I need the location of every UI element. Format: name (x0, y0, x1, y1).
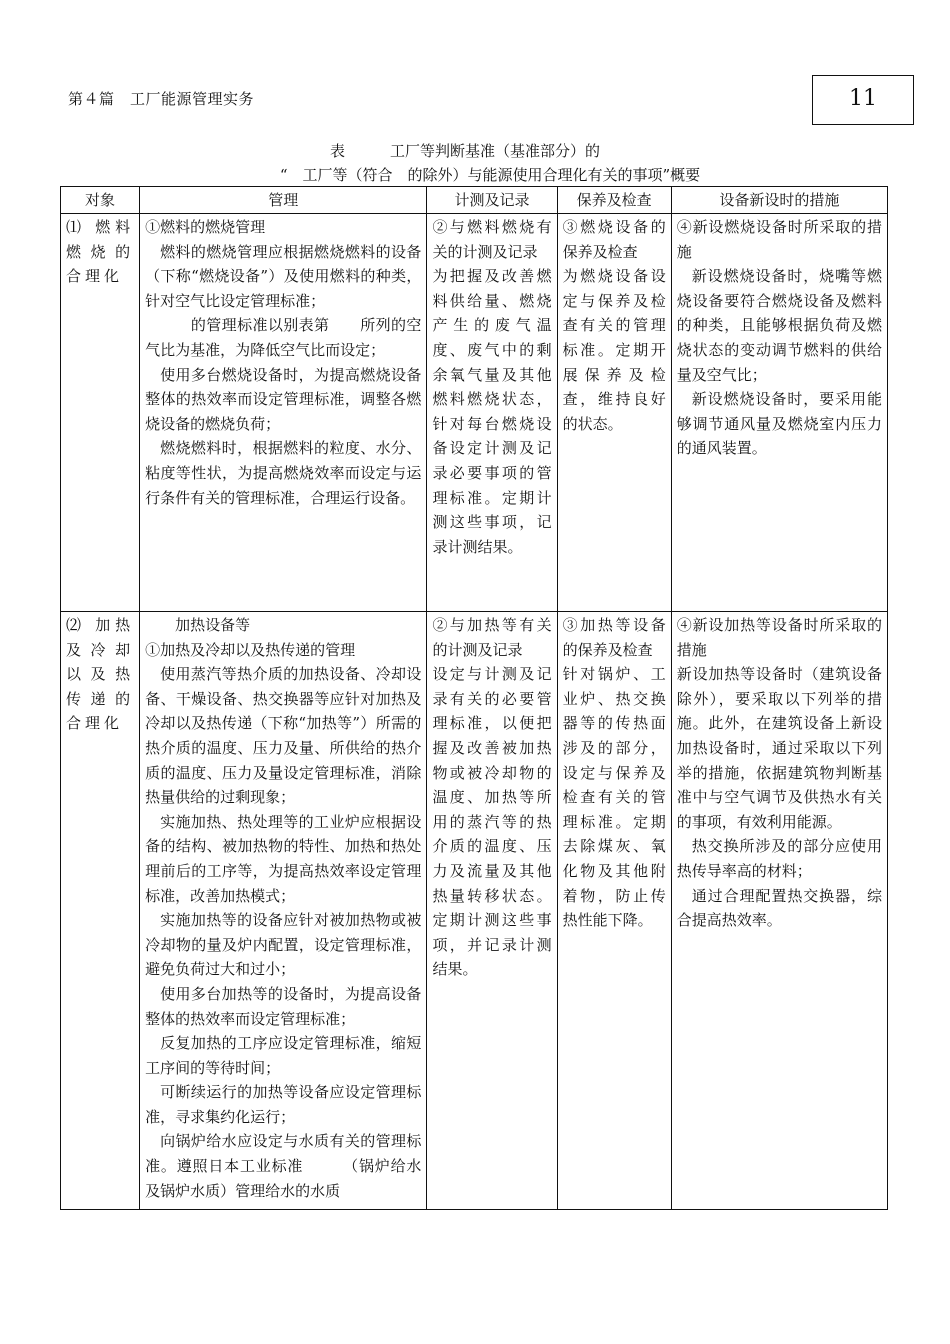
measurement-cell (427, 612, 557, 1210)
paragraph: 可断续运行的加热等设备应设定管理标准，寻求集约化运行； (145, 1083, 422, 1126)
header-object: 对象 (61, 187, 140, 214)
paragraph: 为燃烧设备设定与保养及检查有关的管理标准。定期开展保养及检查，维持良好的状态。 (562, 267, 666, 433)
new-equipment-cell (671, 612, 887, 1210)
table-title-line1: 表 工厂等判断基准（基准部分）的 (329, 142, 600, 160)
paragraph: 反复加热的工序应设定管理标准，缩短工序间的等待时间； (145, 1034, 422, 1077)
paragraph: 使用蒸汽等热介质的加热设备、冷却设备、干燥设备、热交换器等应针对加热及冷却以及热传递（下称“加热等”）所需的热介质的温度、压力及量、所供给的热介质的温度、压力及量设定管理标准，消除热量供给的过剩现象； (145, 665, 422, 807)
paragraph: ①燃料的燃烧管理 (145, 218, 266, 236)
paragraph: ②与燃料燃烧有关的计测及记录 (432, 218, 552, 261)
paragraph: 加热设备等 (145, 616, 251, 634)
header-maintenance: 保养及检查 (557, 187, 671, 214)
paragraph: ④新设燃烧设备时所采取的措施 (676, 218, 882, 261)
paragraph: 实施加热、热处理等的工业炉应根据设备的结构、被加热物的特性、加热和热处理前后的工序等，为提高热效率设定管理标准，改善加热模式； (145, 812, 422, 905)
paragraph: 使用多台燃烧设备时，为提高燃烧设备整体的热效率而设定管理标准，调整各燃烧设备的燃烧负荷； (145, 365, 422, 433)
paragraph: 向锅炉给水应设定与水质有关的管理标准。遵照日本工业标准 （锅炉给水及锅炉水质）管理给水的水质 (145, 1132, 422, 1200)
paragraph: 使用多台加热等的设备时，为提高设备整体的热效率而设定管理标准； (145, 984, 422, 1028)
object-text: ⑵ 加热及冷却以及热传递的合理化 (66, 616, 135, 733)
object-cell (61, 612, 140, 1210)
paragraph: ①加热及冷却以及热传递的管理 (145, 640, 356, 659)
header-management: 管理 (140, 187, 427, 214)
paragraph: 通过合理配置热交换器，综合提高热效率。 (676, 886, 882, 930)
paragraph: ③加热等设备的保养及检查 (562, 616, 666, 659)
paragraph: 新设加热等设备时（建筑设备除外），要采取以下列举的措施。此外，在建筑设备上新设加热设备时，通过采取以下列举的措施，依据建筑物判断基准中与空气调节及供热水有关的事项，有效利用能源。 (676, 665, 882, 831)
header-measurement: 计测及记录 (427, 187, 557, 214)
new-equipment-cell (671, 214, 887, 612)
paragraph: 的管理标准以别表第 所列的空气比为基准，为降低空气比而设定； (145, 316, 422, 359)
measurement-cell (427, 214, 557, 612)
table-row (61, 612, 888, 1210)
paragraph: 新设燃烧设备时，要采用能够调节通风量及燃烧室内压力的通风装置。 (676, 390, 882, 458)
section-header: 第４篇 工厂能源管理实务 (68, 90, 255, 108)
paragraph: ②与加热等有关的计测及记录 (432, 616, 552, 659)
paragraph: 新设燃烧设备时，烧嘴等燃烧设备要符合燃烧设备及燃料的种类，且能够根据负荷及燃烧状态的变动调节燃料的供给量及空气比； (676, 267, 882, 384)
paragraph: ④新设加热等设备时所采取的措施 (676, 616, 882, 659)
paragraph: 燃烧燃料时，根据燃料的粒度、水分、粘度等性状，为提高燃烧效率而设定与运行条件有关的管理标准，合理运行设备。 (145, 439, 422, 507)
table-row (61, 214, 888, 612)
object-text: ⑴ 燃料燃烧的合理化 (66, 218, 135, 286)
management-cell (140, 612, 427, 1210)
table-title-line2: “ 工厂等（符合 的除外）与能源使用合理化有关的事项”概要 (279, 166, 701, 184)
paragraph: 燃料的燃烧管理应根据燃烧燃料的设备（下称“燃烧设备”）及使用燃料的种类，针对空气比设定管理标准； (145, 242, 422, 310)
paragraph: 针对锅炉、工业炉、热交换器等的传热面涉及的部分，设定与保养及检查有关的管理标准。定期去除煤灰、氧化物及其他附着物，防止传热性能下降。 (562, 665, 666, 930)
maintenance-cell (557, 214, 671, 612)
paragraph: 为把握及改善燃料供给量、燃烧产生的废气温度、废气中的剩余氧气量及其他燃料燃烧状态，针对每台燃烧设备设定计测及记录必要事项的管理标准。定期计测这些事项，记录计测结果。 (432, 267, 552, 556)
maintenance-cell (557, 612, 671, 1210)
header-new-equipment: 设备新设时的措施 (671, 187, 887, 214)
paragraph: 设定与计测及记录有关的必要管理标准，以便把握及改善被加热物或被冷却物的温度、加热等所用的蒸汽等的热介质的温度、压力及流量及其他热量转移状态。定期计测这些事项，并记录计测结果。 (432, 665, 552, 979)
paragraph: 实施加热等的设备应针对被加热物或被冷却物的量及炉内配置，设定管理标准，避免负荷过大和过小； (145, 911, 422, 979)
page-number: 11 (812, 75, 914, 125)
table-header-row (61, 187, 888, 214)
paragraph: ③燃烧设备的保养及检查 (562, 218, 666, 261)
object-cell (61, 214, 140, 612)
management-cell (140, 214, 427, 612)
paragraph: 热交换所涉及的部分应使用热传导率高的材料； (676, 837, 882, 880)
criteria-table (60, 186, 888, 1210)
